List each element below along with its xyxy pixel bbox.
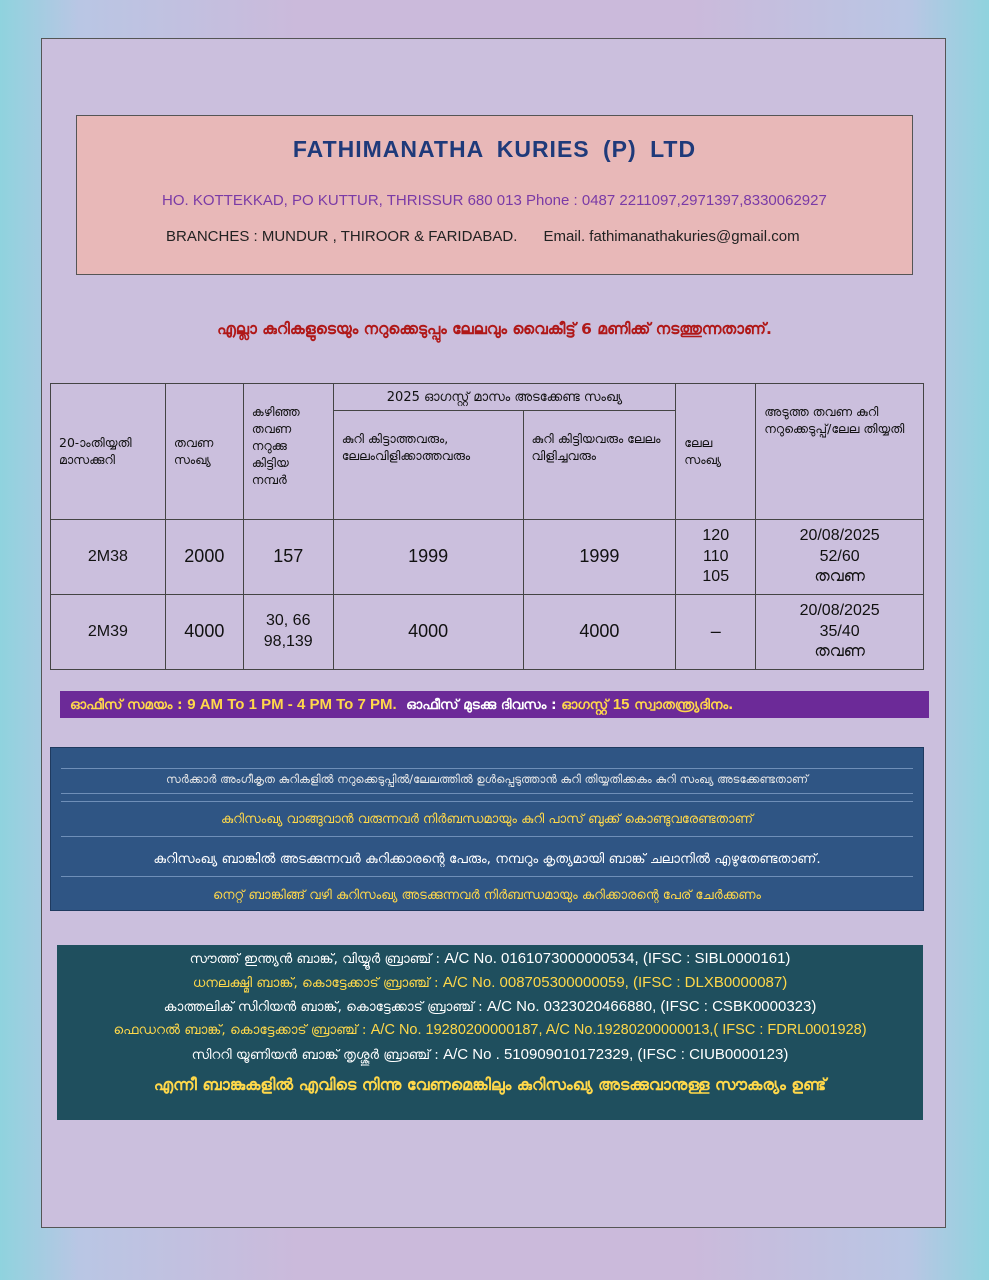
cell-last-draw xyxy=(243,595,333,670)
bank-account: A/C No. 0161073000000534, (IFSC : SIBL0000161) xyxy=(444,950,791,967)
cell-kuri: 2M39 xyxy=(51,595,166,670)
holiday-month: ഓഗസ്റ്റ് xyxy=(561,697,609,713)
auction-value: 105 xyxy=(702,568,730,586)
bank-accounts-box xyxy=(57,945,923,1120)
table-row xyxy=(51,595,924,670)
company-branches xyxy=(166,228,800,245)
cell-last-draw xyxy=(243,520,333,595)
bank-name: ഫെഡറൽ ബാങ്ക്, കൊട്ടേക്കാട് ബ്രാഞ്ച് : xyxy=(113,1022,367,1038)
next-installment-label: തവണ xyxy=(814,643,865,661)
cell-not-received: 4000 xyxy=(333,595,523,670)
bank-row xyxy=(57,1046,923,1063)
cell-kuri: 2M38 xyxy=(51,520,166,595)
email-text: Email. fathimanathakuries@gmail.com xyxy=(543,228,800,245)
bank-row xyxy=(57,974,923,991)
bank-row xyxy=(57,950,923,967)
rule-line: നെറ്റ് ബാങ്കിങ്ങ് വഴി കുറിസംഖ്യ അടക്കുന്നവർ നിർബന്ധമായും കുറിക്കാരന്റെ പേര് ചേർക്കണം xyxy=(213,888,761,903)
rule-line: കുറിസംഖ്യ ബാങ്കിൽ അടക്കുന്നവർ കുറിക്കാരന്റെ പേരും, നമ്പറും കൃത്യമായി ബാങ്ക് ചലാനിൽ എഴുതേണ്ടതാണ്. xyxy=(153,851,821,867)
auction-value: – xyxy=(710,621,721,642)
holiday-name: സ്വാതന്ത്ര്യദിനം. xyxy=(634,697,734,713)
company-name: FATHIMANATHA KURIES (P) LTD xyxy=(292,136,697,162)
kuri-table xyxy=(50,383,924,670)
last-draw-value: 30, 66 xyxy=(265,612,311,630)
cell-received: 4000 xyxy=(523,595,676,670)
bank-row xyxy=(57,998,923,1015)
rule-divider xyxy=(61,793,913,794)
cell-installment: 4000 xyxy=(165,595,243,670)
office-hours-bar xyxy=(60,691,929,718)
bank-name: സിററി യൂണിയൻ ബാങ്ക് തൃശ്ശൂർ ബ്രാഞ്ച് : xyxy=(191,1047,439,1063)
bank-name: കാത്തലിക് സിറിയൻ ബാങ്ക്, കൊട്ടേക്കാട് ബ്രാഞ്ച് : xyxy=(163,999,483,1015)
draw-time-notice: എല്ലാ കുറികളുടെയും നറുക്കെടുപ്പും ലേലവും വൈകീട്ട് 6 മണിക്ക് നടത്തുന്നതാണ്. xyxy=(217,320,772,338)
last-draw-value: 157 xyxy=(273,546,304,567)
cell-installment: 2000 xyxy=(165,520,243,595)
rule-line: കുറിസംഖ്യ വാങ്ങുവാൻ വരുന്നവർ നിർബന്ധമായും കുറി പാസ് ബുക്ക് കൊണ്ടുവരേണ്ടതാണ് xyxy=(220,812,754,827)
next-date: 20/08/2025 xyxy=(799,601,880,619)
company-address: HO. KOTTEKKAD, PO KUTTUR, THRISSUR 680 013 Phone : 0487 2211097,2971397,8330062927 xyxy=(162,192,827,209)
table-row xyxy=(51,520,924,595)
bank-account: A/C No . 510909010172329, (IFSC : CIUB0000123) xyxy=(443,1046,789,1063)
company-header xyxy=(76,115,913,275)
cell-next-date xyxy=(756,520,924,595)
cell-auction xyxy=(676,595,756,670)
rule-divider xyxy=(61,876,913,877)
rule-line: സർക്കാർ അംഗീകൃത കുറികളിൽ നറുക്കെടുപ്പിൽ/ലേലത്തിൽ ഉൾപ്പെടുത്താൻ കുറി തിയ്യതിക്കകം കുറി സംഖ്യ അടക്കേണ്ടതാണ് xyxy=(165,772,808,786)
next-installment: 52/60 xyxy=(819,547,860,565)
holiday-label: ഓഫീസ് മുടക്കു ദിവസം : xyxy=(406,697,557,713)
last-draw-value: 98,139 xyxy=(263,633,313,650)
bank-account: A/C No. 0323020466880, (IFSC : CSBK0000323) xyxy=(486,998,817,1015)
cell-not-received: 1999 xyxy=(333,520,523,595)
header-not-received: കുറി കിട്ടാത്തവരും, ലേലംവിളിക്കാത്തവരും xyxy=(333,411,523,520)
bank-row xyxy=(57,1022,923,1038)
header-last-draw: കഴിഞ്ഞ തവണ നറുക്കു കിട്ടിയ നമ്പർ xyxy=(243,384,333,520)
bank-account: A/C No. 008705300000059, (IFSC : DLXB0000087) xyxy=(442,974,788,991)
banks-footer: എന്നീ ബാങ്കുകളിൽ എവിടെ നിന്നു വേണമെങ്കിലും കുറിസംഖ്യ അടക്കുവാനുള്ള സൗകര്യം ഉണ്ട് xyxy=(153,1075,827,1094)
header-auction-amount: ലേല സംഖ്യ xyxy=(676,384,756,520)
cell-next-date xyxy=(756,595,924,670)
header-next-date: അടുത്ത തവണ കുറി നറുക്കെടുപ്പ്/ലേല തിയ്യതി xyxy=(756,384,924,520)
cell-auction xyxy=(676,520,756,595)
next-installment-label: തവണ xyxy=(814,568,865,586)
next-installment: 35/40 xyxy=(819,622,860,640)
auction-value: 110 xyxy=(702,547,729,565)
office-hours-value: 9 AM To 1 PM - 4 PM To 7 PM. xyxy=(187,696,397,713)
rule-divider xyxy=(61,768,913,769)
header-received: കുറി കിട്ടിയവരും ലേലം വിളിച്ചവരും xyxy=(523,411,676,520)
bank-account: A/C No. 19280200000187, A/C No.19280200000013,( IFSC : FDRL0001928) xyxy=(370,1022,867,1038)
header-installment-count: തവണ സംഖ്യ xyxy=(165,384,243,520)
branches-text: BRANCHES : MUNDUR , THIROOR & FARIDABAD. xyxy=(166,228,518,245)
header-august-payable: 2025 ഓഗസ്റ്റ് മാസം അടക്കേണ്ട സംഖ്യ xyxy=(333,384,676,411)
holiday-day: 15 xyxy=(612,696,630,713)
cell-received: 1999 xyxy=(523,520,676,595)
bank-name: സൗത്ത് ഇന്ത്യൻ ബാങ്ക്, വിയ്യൂർ ബ്രാഞ്ച് : xyxy=(189,951,441,967)
header-month-kuri: 20-ാംതിയ്യതി മാസക്കുറി xyxy=(51,384,166,520)
rule-divider xyxy=(61,836,913,837)
bank-name: ധനലക്ഷ്മി ബാങ്ക്, കൊട്ടേക്കാട് ബ്രാഞ്ച് : xyxy=(192,975,439,991)
office-hours-label: ഓഫീസ് സമയം : xyxy=(70,697,183,713)
rule-divider xyxy=(61,801,913,802)
next-date: 20/08/2025 xyxy=(799,526,880,544)
rules-box xyxy=(50,747,924,911)
auction-value: 120 xyxy=(702,526,730,544)
